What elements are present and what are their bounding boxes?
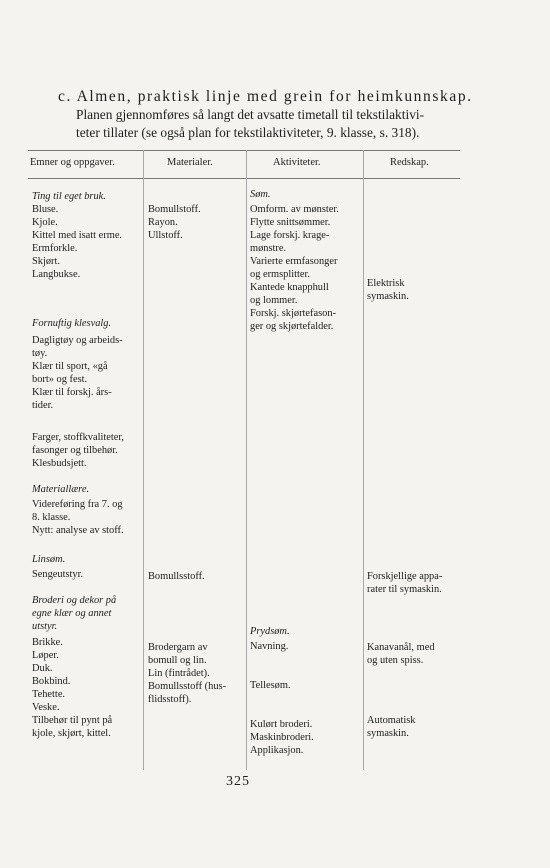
- list-item: mønstre.: [250, 243, 287, 254]
- column-divider: [363, 150, 364, 770]
- intro-line: Planen gjennomføres så langt det avsatte timetall til tekstilaktivi-: [76, 107, 425, 122]
- list-item: Forskjellige appa-: [367, 571, 443, 582]
- list-item: Varierte ermfasonger: [250, 256, 338, 267]
- list-item: og lommer.: [250, 295, 298, 306]
- emner-broderi-block: [32, 594, 116, 740]
- list-item: Bomullsstoff (hus-: [148, 681, 227, 692]
- column-header-redskap: Redskap.: [390, 157, 429, 168]
- list-item: Omform. av mønster.: [250, 204, 339, 215]
- list-item: Veske.: [32, 702, 60, 713]
- list-item: Sengeutstyr.: [32, 569, 84, 580]
- emner-farger-block: [32, 431, 124, 470]
- list-item: rater til symaskin.: [367, 584, 442, 595]
- list-item: Rayon.: [148, 217, 178, 228]
- list-item: Klær til sport, «gå: [32, 361, 108, 372]
- list-item: Automatisk: [367, 715, 416, 726]
- list-item: bort» og fest.: [32, 374, 88, 385]
- list-item: Dagligtøy og arbeids-: [32, 335, 123, 346]
- list-item: Navning.: [250, 641, 289, 652]
- column-header-emner: Emner og oppgaver.: [30, 157, 115, 168]
- list-item: Klær til forskj. års-: [32, 387, 112, 398]
- column-header-materialer: Materialer.: [167, 157, 213, 168]
- list-item: Bluse.: [32, 204, 59, 215]
- aktiviteter-prydsom-block: [250, 625, 314, 757]
- list-item: tøy.: [32, 348, 48, 359]
- list-item: Kanavanål, med: [367, 642, 435, 653]
- emner-materiallaere-block: [32, 483, 124, 537]
- list-item: Tehette.: [32, 689, 66, 700]
- list-item: Lage forskj. krage-: [250, 230, 330, 241]
- list-item: symaskin.: [367, 291, 409, 302]
- materialer-group-3: [148, 641, 226, 706]
- list-item: Langbukse.: [32, 269, 81, 280]
- aktiviteter-som-block: [250, 188, 339, 333]
- list-item: Flytte snittsømmer.: [250, 217, 331, 228]
- column-divider: [143, 150, 144, 770]
- redskap-group-3: [367, 641, 435, 667]
- list-item: Videreføring fra 7. og: [32, 499, 123, 510]
- section-heading: c. Almen, praktisk linje med grein for heimkunnskap.: [58, 88, 473, 105]
- subheading: Materiallære.: [32, 484, 90, 495]
- list-item: Skjørt.: [32, 256, 61, 267]
- list-item: Elektrisk: [367, 278, 405, 289]
- list-item: Applikasjon.: [250, 745, 304, 756]
- list-item: Tilbehør til pynt på: [32, 715, 113, 726]
- subheading: Søm.: [250, 189, 271, 200]
- redskap-group-1: [367, 277, 409, 303]
- emner-linsom-block: [32, 553, 83, 581]
- intro-paragraph: [76, 106, 466, 142]
- column-header-aktiviteter: Aktiviteter.: [273, 157, 321, 168]
- emner-fornuftig-block: [32, 317, 123, 412]
- subheading: Fornuftig klesvalg.: [32, 318, 112, 329]
- emner-ting-block: [32, 190, 122, 281]
- materialer-group-2: [148, 570, 205, 583]
- list-item: Ullstoff.: [148, 230, 183, 241]
- redskap-group-2: [367, 570, 442, 596]
- list-item: Brikke.: [32, 637, 63, 648]
- list-item: Bomullsstoff.: [148, 571, 205, 582]
- subheading: Ting til eget bruk.: [32, 191, 106, 202]
- column-divider: [246, 150, 247, 770]
- list-item: tider.: [32, 400, 54, 411]
- subheading: Prydsøm.: [250, 626, 290, 637]
- intro-line: teter tillater (se også plan for tekstilaktiviteter, 9. klasse, s. 318).: [76, 125, 420, 140]
- list-item: Farger, stoffkvaliteter,: [32, 432, 124, 443]
- list-item: Forskj. skjørtefason-: [250, 308, 337, 319]
- list-item: bomull og lin.: [148, 655, 207, 666]
- list-item: Bomullstoff.: [148, 204, 201, 215]
- page-number: 325: [226, 774, 250, 789]
- table-header-rule: [28, 178, 460, 179]
- list-item: Duk.: [32, 663, 53, 674]
- list-item: flidsstoff).: [148, 694, 192, 705]
- list-item: symaskin.: [367, 728, 409, 739]
- redskap-group-4: [367, 714, 416, 740]
- list-item: og ermsplitter.: [250, 269, 311, 280]
- list-item: 8. klasse.: [32, 512, 71, 523]
- list-item: Klesbudsjett.: [32, 458, 87, 469]
- list-item: Lin (fintrådet).: [148, 668, 210, 679]
- list-item: Tellesøm.: [250, 680, 291, 691]
- list-item: Kulørt broderi.: [250, 719, 313, 730]
- materialer-group-1: [148, 203, 201, 242]
- list-item: Brodergarn av: [148, 642, 208, 653]
- list-item: Kantede knapphull: [250, 282, 329, 293]
- list-item: kjole, skjørt, kittel.: [32, 728, 111, 739]
- list-item: Bokbind.: [32, 676, 71, 687]
- list-item: og uten spiss.: [367, 655, 424, 666]
- list-item: Ermforkle.: [32, 243, 78, 254]
- list-item: fasonger og tilbehør.: [32, 445, 118, 456]
- subheading: utstyr.: [32, 621, 58, 632]
- list-item: Løper.: [32, 650, 59, 661]
- list-item: Nytt: analyse av stoff.: [32, 525, 124, 536]
- subheading: Linsøm.: [32, 554, 66, 565]
- list-item: Kittel med isatt erme.: [32, 230, 123, 241]
- table-top-rule: [28, 150, 460, 151]
- list-item: Kjole.: [32, 217, 58, 228]
- subheading: Broderi og dekor på: [32, 595, 117, 606]
- subheading: egne klær og annet: [32, 608, 112, 619]
- list-item: Maskinbroderi.: [250, 732, 314, 743]
- list-item: ger og skjørtefalder.: [250, 321, 334, 332]
